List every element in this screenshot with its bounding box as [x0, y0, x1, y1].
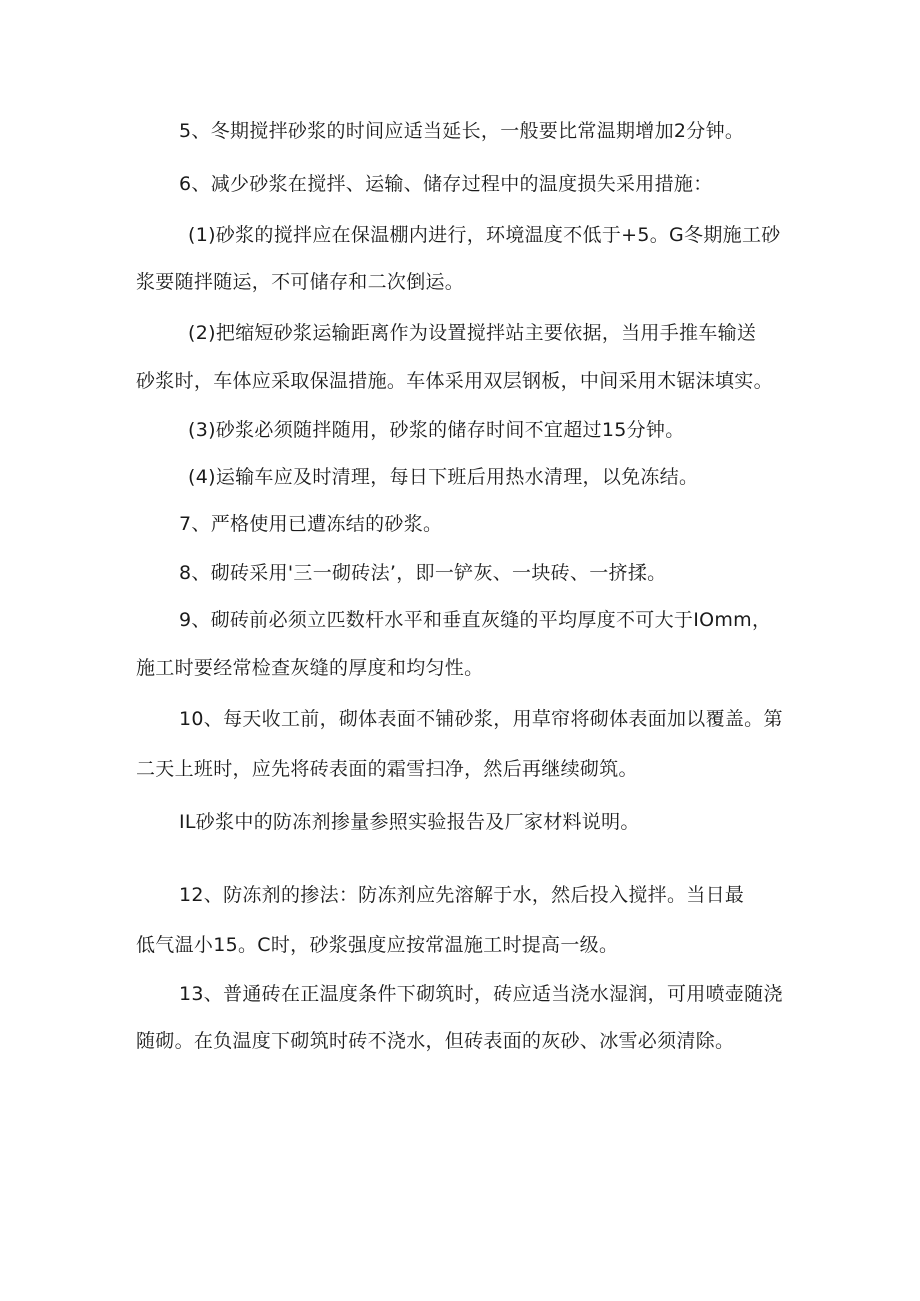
- text-line-item7: 7、严格使用已遭冻结的砂浆。: [179, 513, 443, 535]
- text-line-item12-b: 低气温小15。C时，砂浆强度应按常温施工时提高一级。: [136, 934, 619, 956]
- text-line-sub2-a: (2)把缩短砂浆运输距离作为设置搅拌站主要依据，当用手推车输送: [188, 322, 757, 344]
- text-line-item9-b: 施工时要经常检查灰缝的厚度和均匀性。: [136, 657, 484, 679]
- text-line-sub2-b: 砂浆时，车体应采取保温措施。车体采用双层钢板，中间采用木锯沫填实。: [136, 370, 773, 392]
- text-line-item9-a: 9、砌砖前必须立匹数杆水平和垂直灰缝的平均厚度不可大于IOmm，: [179, 609, 772, 631]
- text-line-item8: 8、砌砖采用'三一砌砖法’，即一铲灰、一块砖、一挤揉。: [179, 562, 667, 584]
- text-line-sub4: (4)运输车应及时清理，每日下班后用热水清理，以免冻结。: [188, 466, 699, 488]
- text-line-item13-b: 随砌。在负温度下砌筑时砖不浇水，但砖表面的灰砂、冰雪必须清除。: [136, 1030, 735, 1052]
- text-line-sub1-b: 浆要随拌随运，不可储存和二次倒运。: [136, 271, 465, 293]
- text-line-item10-a: 10、每天收工前，砌体表面不铺砂浆，用草帘将砌体表面加以覆盖。第: [179, 708, 783, 730]
- text-line-sub1-a: (1)砂浆的搅拌应在保温棚内进行，环境温度不低于+5。G冬期施工砂: [188, 224, 781, 246]
- text-line-item5: 5、冬期搅拌砂浆的时间应适当延长，一般要比常温期增加2分钟。: [179, 120, 745, 142]
- text-line-item11: IL砂浆中的防冻剂掺量参照实验报告及厂家材料说明。: [179, 811, 640, 833]
- text-line-item10-b: 二天上班时，应先将砖表面的霜雪扫净，然后再继续砌筑。: [136, 758, 638, 780]
- text-line-item12-a: 12、防冻剂的掺法：防冻剂应先溶解于水，然后投入搅拌。当日最: [179, 884, 745, 906]
- text-line-item6: 6、减少砂浆在搅拌、运输、储存过程中的温度损失采用措施：: [179, 173, 713, 195]
- text-line-sub3: (3)砂浆必须随拌随用，砂浆的储存时间不宜超过15分钟。: [188, 419, 685, 441]
- text-line-item13-a: 13、普通砖在正温度条件下砌筑时，砖应适当浇水湿润，可用喷壶随浇: [179, 983, 783, 1005]
